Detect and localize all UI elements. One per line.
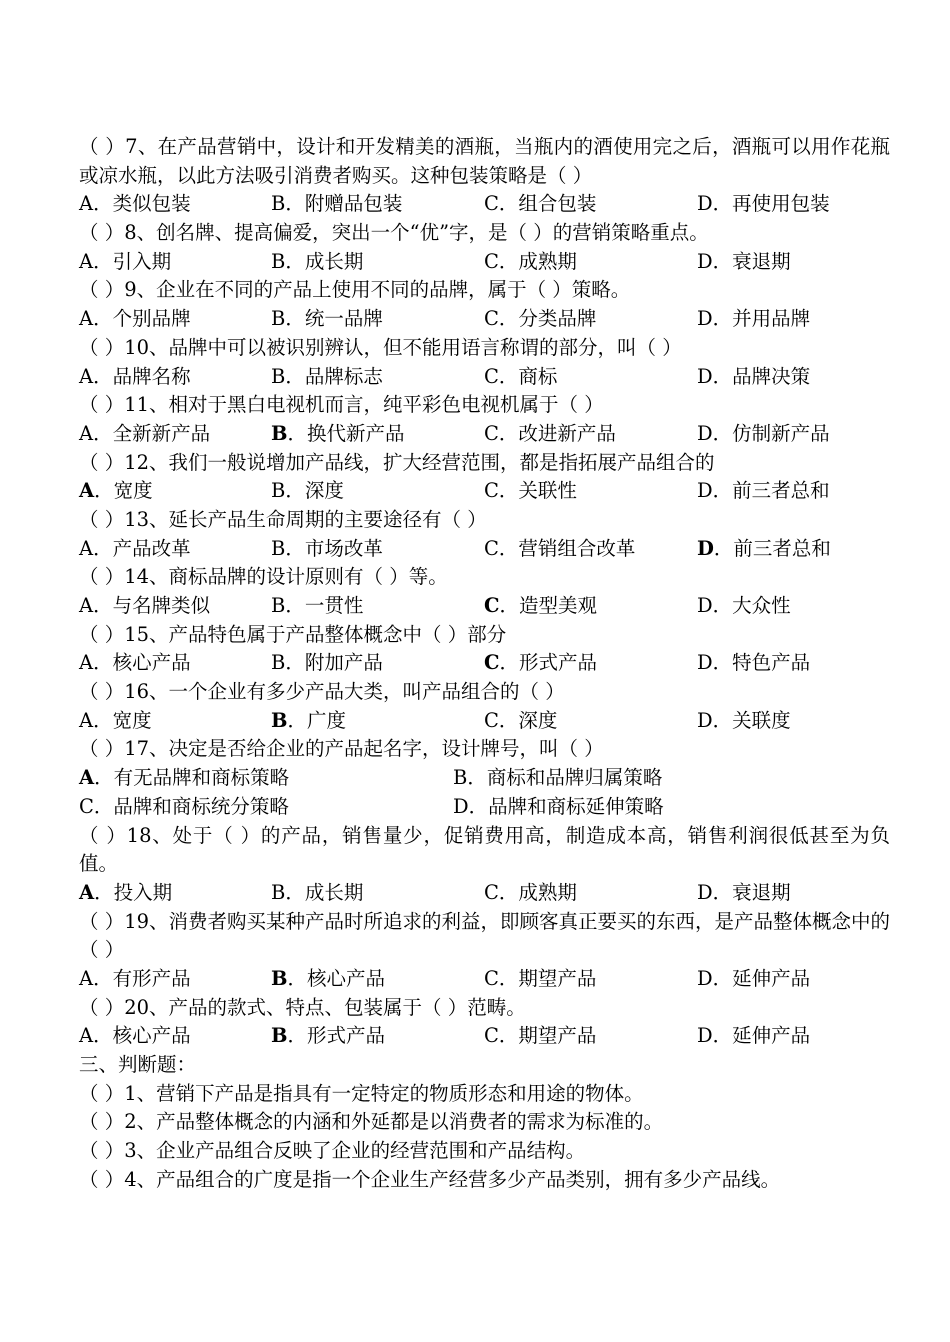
options-row (79, 649, 890, 678)
option-text: ．全新新产品 (93, 421, 211, 445)
option-text: ．期望产品 (498, 1024, 597, 1048)
judgment-item: （ ）2、产品整体概念的内涵和外延都是以消费者的需求为标准的。 (79, 1110, 664, 1134)
option-b (271, 477, 484, 506)
option-letter: C (484, 1024, 499, 1048)
option-letter: C (484, 249, 499, 273)
judgment-item: （ ）3、企业产品组合反映了企业的经营范围和产品结构。 (79, 1139, 586, 1163)
option-text: ．分类品牌 (498, 307, 597, 331)
option-letter: B (271, 708, 288, 732)
option-c (484, 707, 697, 736)
option-text: ．特色产品 (712, 651, 811, 675)
option-text: ．期望产品 (498, 967, 597, 991)
options-row (79, 793, 890, 822)
option-c (484, 420, 697, 449)
option-b (271, 707, 484, 736)
option-d (697, 420, 830, 449)
option-a (79, 535, 271, 564)
option-text: ．组合包装 (498, 192, 597, 216)
option-text: ．统一品牌 (285, 307, 383, 331)
options-row (79, 305, 890, 334)
option-letter: D (697, 594, 713, 618)
option-text: ．核心产品 (93, 651, 191, 675)
option-letter: C (484, 967, 499, 991)
option-text: ．个别品牌 (93, 307, 191, 331)
option-text: ．核心产品 (93, 1024, 191, 1048)
option-d (697, 248, 791, 277)
option-text: ．成熟期 (498, 249, 577, 273)
option-letter: A (79, 708, 94, 732)
question-stem: （ ）20、产品的款式、特点、包装属于（ ）范畴。 (79, 995, 526, 1019)
option-d (697, 707, 791, 736)
option-text: ．投入期 (94, 880, 173, 904)
question-stem: （ ）12、我们一般说增加产品线，扩大经营范围，都是指拓展产品组合的 (79, 450, 715, 474)
option-letter: D (453, 794, 469, 818)
option-b (271, 305, 484, 334)
option-text: ．形式产品 (287, 1024, 385, 1048)
option-b (271, 190, 484, 219)
option-c (484, 879, 697, 908)
option-c (484, 965, 697, 994)
option-letter: D (697, 708, 713, 732)
option-a (79, 248, 271, 277)
option-b (271, 248, 484, 277)
options-row (79, 363, 890, 392)
option-text: ．成长期 (285, 880, 364, 904)
option-d (697, 965, 810, 994)
option-letter: A (79, 249, 94, 273)
option-b (271, 965, 484, 994)
question-stem: （ ）13、延长产品生命周期的主要途径有（ ） (79, 507, 487, 531)
option-text: ．关联性 (498, 479, 577, 503)
options-row (79, 477, 890, 506)
option-d (697, 190, 830, 219)
option-letter: D (697, 421, 713, 445)
options-row (79, 592, 890, 621)
option-c (484, 535, 697, 564)
options-row (79, 535, 890, 564)
option-text: ．延伸产品 (712, 1024, 811, 1048)
options-row (79, 190, 890, 219)
option-text: ．前三者总和 (712, 479, 830, 503)
option-text: ．广度 (287, 708, 346, 732)
option-text: ．宽度 (93, 708, 152, 732)
option-a (79, 477, 271, 506)
question-stem: （ ）19、消费者购买某种产品时所追求的利益，即顾客真正要买的东西，是产品整体概念中的（ ） (79, 909, 891, 962)
option-a (79, 879, 271, 908)
option-letter: A (79, 307, 94, 331)
question-stem: （ ）11、相对于黑白电视机而言，纯平彩色电视机属于（ ） (79, 393, 604, 417)
option-letter: C (484, 421, 499, 445)
option-d (697, 363, 810, 392)
question-stem: （ ）14、商标品牌的设计原则有（ ）等。 (79, 565, 448, 589)
option-b (453, 764, 662, 793)
option-letter: A (79, 1024, 94, 1048)
option-letter: C (484, 307, 499, 331)
option-a (79, 965, 271, 994)
option-d (697, 305, 810, 334)
option-letter: D (697, 1024, 713, 1048)
option-c (484, 477, 697, 506)
option-letter: D (697, 307, 713, 331)
option-letter: B (271, 594, 286, 618)
option-text: ．营销组合改革 (498, 536, 636, 560)
option-text: ．再使用包装 (712, 192, 830, 216)
option-text: ．附加产品 (285, 651, 383, 675)
option-letter: B (453, 766, 468, 790)
option-text: ．市场改革 (285, 536, 383, 560)
option-letter: B (271, 364, 286, 388)
judgment-item: （ ）1、营销下产品是指具有一定特定的物质形态和用途的物体。 (79, 1081, 644, 1105)
option-letter: B (271, 307, 286, 331)
option-letter: D (697, 192, 713, 216)
option-letter: A (79, 479, 95, 503)
option-c (484, 363, 697, 392)
option-text: ．衰退期 (712, 249, 791, 273)
option-letter: B (271, 880, 286, 904)
judgment-item: （ ）4、产品组合的广度是指一个企业生产经营多少产品类别，拥有多少产品线。 (79, 1167, 781, 1191)
question-stem: （ ）8、创名牌、提高偏爱，突出一个“优”字，是（ ）的营销策略重点。 (79, 221, 709, 245)
option-text: ．产品改革 (93, 536, 191, 560)
option-a (79, 420, 271, 449)
options-row (79, 879, 890, 908)
option-b (271, 535, 484, 564)
option-text: ．与名牌类似 (93, 594, 211, 618)
option-c (484, 190, 697, 219)
option-letter: A (79, 536, 94, 560)
option-letter: D (697, 536, 714, 560)
option-text: ．形式产品 (499, 651, 598, 675)
option-letter: A (79, 192, 94, 216)
option-c (484, 649, 697, 678)
option-text: ．核心产品 (287, 967, 385, 991)
option-letter: B (271, 536, 286, 560)
question-stem: （ ）17、决定是否给企业的产品起名字，设计牌号，叫（ ） (79, 737, 604, 761)
option-letter: D (697, 479, 713, 503)
true-false-questions (79, 1080, 890, 1195)
option-text: ．商标和品牌归属策略 (467, 766, 663, 790)
option-letter: C (484, 651, 500, 675)
option-letter: A (79, 880, 95, 904)
question-stem: （ ）15、产品特色属于产品整体概念中（ ）部分 (79, 622, 507, 646)
option-text: ．延伸产品 (712, 967, 811, 991)
option-a (79, 707, 271, 736)
option-b (271, 592, 484, 621)
option-b (271, 649, 484, 678)
option-b (271, 1022, 484, 1051)
option-text: ．深度 (498, 708, 558, 732)
option-letter: C (484, 708, 499, 732)
option-a (79, 305, 271, 334)
option-letter: A (79, 421, 94, 445)
option-text: ．引入期 (93, 249, 172, 273)
multiple-choice-questions (79, 133, 890, 1051)
option-d (697, 1022, 810, 1051)
options-row (79, 764, 890, 793)
options-row (79, 965, 890, 994)
option-letter: A (79, 651, 94, 675)
option-text: ．关联度 (712, 708, 791, 732)
option-a (79, 363, 271, 392)
option-text: ．品牌决策 (712, 364, 811, 388)
option-letter: D (697, 249, 713, 273)
option-text: ．商标 (498, 364, 558, 388)
option-text: ．换代新产品 (287, 421, 405, 445)
section-heading: 三、判断题： (79, 1053, 197, 1077)
option-c (484, 248, 697, 277)
option-c (484, 592, 697, 621)
option-letter: C (484, 594, 500, 618)
option-b (271, 879, 484, 908)
options-row (79, 420, 890, 449)
option-letter: B (271, 967, 288, 991)
option-text: ．宽度 (94, 479, 153, 503)
option-text: ．前三者总和 (713, 536, 831, 560)
option-letter: B (271, 479, 286, 503)
option-a (79, 190, 271, 219)
question-stem: （ ）10、品牌中可以被识别辨认，但不能用语言称谓的部分，叫（ ） (79, 335, 682, 359)
option-c (484, 305, 697, 334)
option-text: ．品牌标志 (285, 364, 383, 388)
option-letter: C (484, 364, 499, 388)
option-text: ．有形产品 (93, 967, 191, 991)
option-b (271, 363, 484, 392)
option-letter: A (79, 364, 94, 388)
option-letter: B (271, 192, 286, 216)
option-text: ．附赠品包装 (285, 192, 403, 216)
option-letter: A (79, 766, 95, 790)
option-d (697, 649, 810, 678)
question-stem: （ ）18、处于（ ）的产品，销售量少，促销费用高，制造成本高，销售利润很低甚至为负值。 (79, 823, 890, 876)
option-letter: D (697, 364, 713, 388)
option-text: ．改进新产品 (498, 421, 616, 445)
option-d (697, 535, 831, 564)
options-row (79, 1022, 890, 1051)
option-text: ．品牌名称 (93, 364, 191, 388)
option-a (79, 764, 453, 793)
option-letter: C (79, 794, 94, 818)
option-a (79, 649, 271, 678)
question-stem: （ ）16、一个企业有多少产品大类，叫产品组合的（ ） (79, 680, 565, 704)
option-a (79, 1022, 271, 1051)
option-a (79, 592, 271, 621)
option-text: ．成熟期 (498, 880, 577, 904)
option-d (697, 477, 830, 506)
option-b (271, 420, 484, 449)
option-letter: D (697, 880, 713, 904)
option-letter: A (79, 594, 94, 618)
option-d (697, 592, 791, 621)
option-letter: B (271, 249, 286, 273)
option-d (453, 793, 664, 822)
option-text: ．品牌和商标统分策略 (93, 794, 289, 818)
option-letter: C (484, 536, 499, 560)
option-text: ．衰退期 (712, 880, 791, 904)
options-row (79, 248, 890, 277)
option-d (697, 879, 791, 908)
option-text: ．类似包装 (93, 192, 191, 216)
question-stem: （ ）9、企业在不同的产品上使用不同的品牌，属于（ ）策略。 (79, 278, 631, 302)
option-text: ．一贯性 (285, 594, 364, 618)
option-text: ．深度 (285, 479, 344, 503)
option-text: ．成长期 (285, 249, 364, 273)
option-text: ．并用品牌 (712, 307, 811, 331)
option-letter: B (271, 651, 286, 675)
option-letter: C (484, 192, 499, 216)
option-letter: B (271, 421, 288, 445)
option-text: ．大众性 (712, 594, 791, 618)
option-letter: B (271, 1024, 288, 1048)
question-stem: （ ）7、在产品营销中，设计和开发精美的酒瓶，当瓶内的酒使用完之后，酒瓶可以用作花瓶或凉水瓶，以此方法吸引消费者购买。这种包装策略是（ ） (79, 135, 890, 187)
option-letter: D (697, 967, 713, 991)
option-letter: C (484, 880, 499, 904)
option-letter: A (79, 967, 94, 991)
option-letter: D (697, 651, 713, 675)
option-text: ．仿制新产品 (712, 421, 830, 445)
option-text: ．造型美观 (499, 594, 598, 618)
option-text: ．品牌和商标延伸策略 (468, 794, 664, 818)
options-row (79, 707, 890, 736)
option-c (484, 1022, 697, 1051)
option-c (79, 793, 453, 822)
option-letter: C (484, 479, 499, 503)
option-text: ．有无品牌和商标策略 (94, 766, 290, 790)
